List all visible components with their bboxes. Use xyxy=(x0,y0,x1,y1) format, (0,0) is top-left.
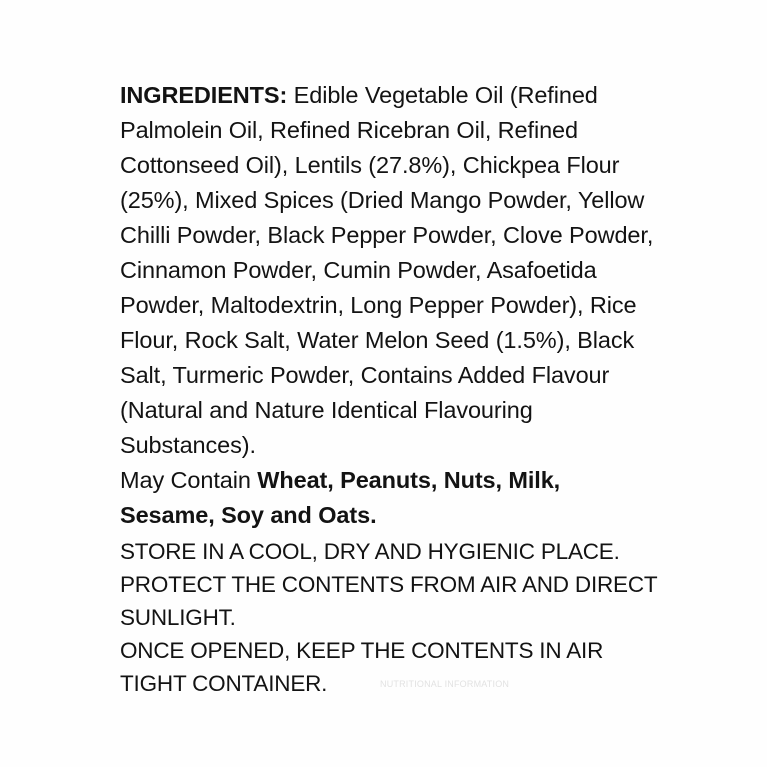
allergen-prefix: May Contain xyxy=(120,467,258,493)
allergen-list: Wheat, Peanuts, Nuts, Milk, Sesame, Soy and Oats. xyxy=(120,467,561,528)
storage-line-1: STORE IN A COOL, DRY AND HYGIENIC PLACE. xyxy=(120,539,620,564)
storage-line-2: PROTECT THE CONTENTS FROM AIR AND DIRECT SUNLIGHT. xyxy=(120,572,658,630)
ingredients-heading: INGREDIENTS: xyxy=(120,82,288,108)
faint-background-text: NUTRITIONAL INFORMATION xyxy=(380,679,510,689)
storage-line-3: ONCE OPENED, KEEP THE CONTENTS IN AIR TIGHT CONTAINER. xyxy=(120,638,604,696)
ingredients-paragraph xyxy=(120,78,659,463)
storage-instructions xyxy=(120,535,659,700)
allergen-statement xyxy=(120,463,659,533)
ingredients-body: Edible Vegetable Oil (Refined Palmolein Oil, Refined Ricebran Oil, Refined Cottonseed Oil), Lentils (27.8%), Chickpea Flour (25%), Mixed Spices (Dried Mango Powder, Yellow Chilli Powder, Black Pepper Powder, Clove Powder, Cinnamon Powder, Cumin Powder, Asafoetida Powder, Maltodextrin, Long Pepper Powder), Rice Flour, Rock Salt, Water Melon Seed (1.5%), Black Salt, Turmeric Powder, Contains Added Flavour (Natural and Nature Identical Flavouring Substances). xyxy=(120,82,654,458)
